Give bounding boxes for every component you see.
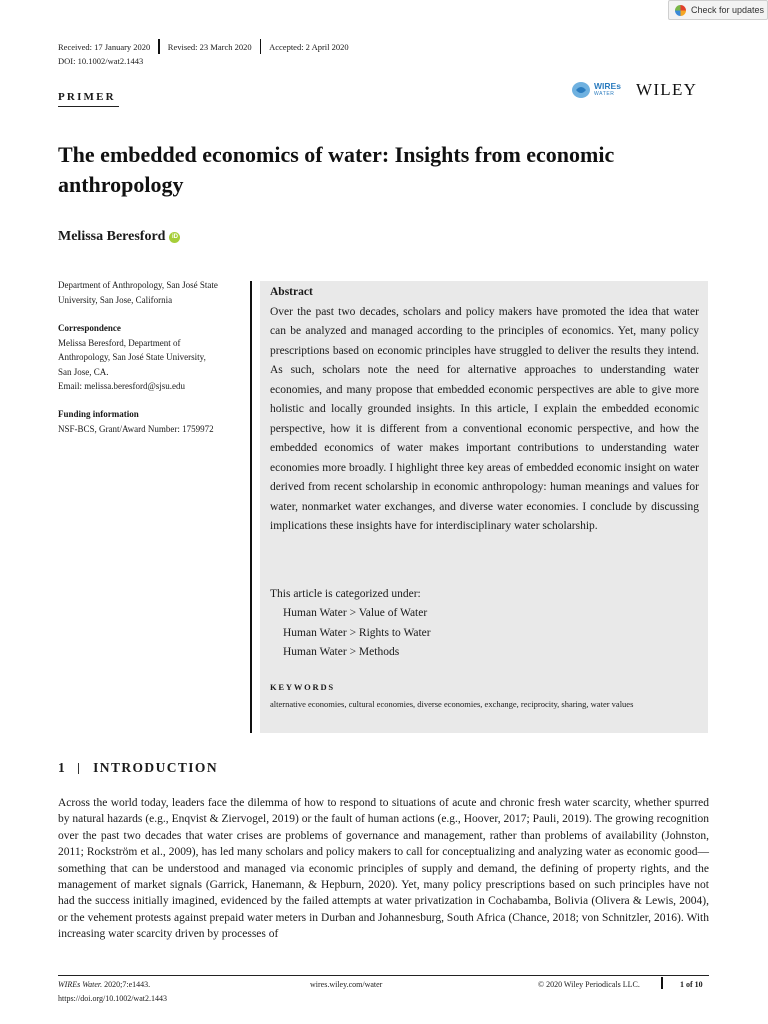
section-underline [58,106,119,107]
abstract-heading: Abstract [270,286,313,298]
introduction-paragraph: Across the world today, leaders face the dilemma of how to respond to situations of acute and chronic fresh water scarcity, whether spurred by natural hazards (e.g., Enqvist & Ziervogel, 2019) or the fault of human actions (e.g., Hoover, 2017; Pauli, 2019). The growing recognition over the past two decades that water crises are problems of governance and management, rather than problems of availability (Johnston, 2011; Rockström et al., 2009), has led many scholars and policy makers to call for conceptualizing and analyzing water as economic good—something that can be understood and managed via economic principles of supply and demand, the defining of property rights, and the management of market signals (Garrick, Hanemann, & Hepburn, 2020). Yet, many policy prescriptions based on such principles have not had the success initially imagined, evidenced by the failed attempts at water privatization in Cochabamba, Bolivia (Olivera & Lewis, 2004), or the vehement protests against prepaid water meters in Durban and Johannesburg, South Africa (Chance, 2018; von Schnitzler, 2016). With increasing water scarcity driven by processes of [58,797,709,941]
abstract-rule [250,281,252,733]
check-for-updates-badge[interactable] [668,0,768,20]
footer-copyright: © 2020 Wiley Periodicals LLC. [538,980,640,989]
crossmark-icon [675,5,686,16]
correspondence-heading: Correspondence [58,323,121,333]
footer-site-link[interactable]: wires.wiley.com/water [310,980,383,989]
category-intro: This article is categorized under: [270,588,421,600]
author-line [58,229,180,245]
date-divider [158,39,160,54]
correspondence-line: Anthropology, San José State University, [58,352,206,362]
correspondence-block [58,321,248,394]
correspondence-email[interactable]: Email: melissa.beresford@sjsu.edu [58,381,186,391]
section-number: 1 [58,760,67,775]
footer-divider [661,977,663,989]
affiliation: Department of Anthropology, San José State University, San Jose, California [58,280,218,305]
orcid-icon[interactable]: iD [169,232,180,243]
keywords-heading: KEYWORDS [270,682,335,692]
category-item[interactable]: Human Water > Value of Water [283,607,428,619]
check-for-updates-label: Check for updates [691,5,765,15]
heading-divider [78,763,79,774]
wires-logo-text: WIREs [594,81,621,91]
article-dates [58,39,349,54]
funding-heading: Funding information [58,409,139,419]
footer-doi-link[interactable]: https://doi.org/10.1002/wat2.1443 [58,994,167,1003]
article-title: The embedded economics of water: Insights from economic anthropology [58,142,615,197]
wiley-logo: WILEY [636,80,698,99]
section-title: INTRODUCTION [93,760,218,775]
page-number: 1 of 10 [680,980,703,989]
footer-citation [58,980,150,989]
introduction-heading [58,760,218,776]
footer-journal-name: WIREs Water. [58,980,103,989]
wires-water-logo [571,80,627,100]
footer-rule [58,975,709,976]
date-divider [260,39,262,54]
received-date: Received: 17 January 2020 [58,41,151,52]
funding-text: NSF-BCS, Grant/Award Number: 1759972 [58,423,214,434]
correspondence-line: San Jose, CA. [58,366,109,377]
accepted-date: Accepted: 2 April 2020 [269,41,349,52]
keywords-list: alternative economies, cultural economies, diverse economies, exchange, reciprocity, sharing, water values [270,699,634,709]
funding-block [58,407,248,436]
wires-logo-subtext: WATER [594,91,615,97]
author-name[interactable]: Melissa Beresford [58,229,166,244]
footer-journal-cite: 2020;7:e1443. [102,980,151,989]
category-item[interactable]: Human Water > Methods [283,646,400,658]
revised-date: Revised: 23 March 2020 [167,41,252,52]
category-item[interactable]: Human Water > Rights to Water [283,627,431,639]
water-drop-icon [571,81,591,99]
article-doi[interactable]: DOI: 10.1002/wat2.1443 [58,56,144,66]
abstract-text: Over the past two decades, scholars and policy makers have promoted the idea that water can be analyzed and managed according to the principles of economics. Yet, many policy prescriptions based on economic principles have struggled to deliver the results they intend. As such, scholars note the need for alternative approaches to understanding water economies, and many propose that embedded economic perspectives are able to give more holistic and locally grounded insights. In this article, I explain the embedded economic perspective, how it is different from a conventional economic perspective, and how the embedded economics of water makes important contributions to understanding water economies more broadly. I highlight three key areas of embedded economic insight on water derived from recent scholarship in economic anthropology: human meanings and values for water, nonmarket water exchanges, and diverse water economies. I conclude by discussing implications these insights have for interdisciplinary water scholarship. [270,306,699,532]
section-label: PRIMER [58,91,116,103]
correspondence-line: Melissa Beresford, Department of [58,337,181,348]
